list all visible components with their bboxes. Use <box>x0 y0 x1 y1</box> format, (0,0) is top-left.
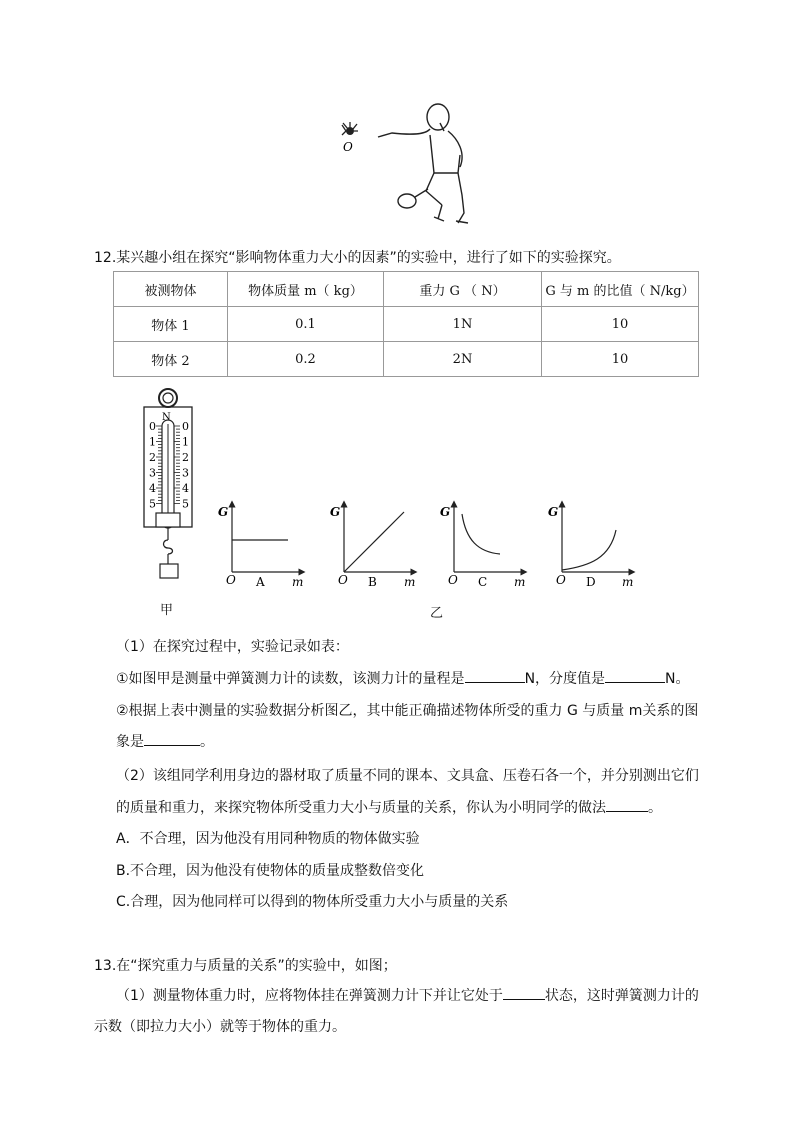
answer-blank[interactable] <box>605 668 665 683</box>
scale-unit-label: N <box>162 412 171 423</box>
graph-label: D <box>586 575 596 589</box>
axis-x-label: m <box>404 575 416 589</box>
table-cell: 物体 1 <box>114 307 228 342</box>
q12-part2-line2 <box>116 797 662 817</box>
axis-y-label: G <box>440 505 451 519</box>
badminton-player-figure <box>330 95 490 240</box>
figure-yi-label: 乙 <box>430 606 444 621</box>
graph-curve <box>562 530 616 570</box>
graph-c <box>440 504 525 589</box>
shuttle-origin-label: O <box>343 140 353 154</box>
origin-label: O <box>556 573 566 587</box>
table-header-row <box>114 272 699 307</box>
scale-tick-label: 3 <box>182 466 189 480</box>
q12-part1-q2-line2 <box>116 731 214 751</box>
axis-x-label: m <box>514 575 526 589</box>
q13-stem: 13.在“探究重力与质量的关系”的实验中，如图； <box>94 958 397 974</box>
option-b: B.不合理，因为他没有使物体的质量成整数倍变化 <box>116 863 425 879</box>
table-header-cell: G 与 m 的比值（ N/kg） <box>542 272 699 307</box>
table-header-cell: 物体质量 m（ kg） <box>228 272 384 307</box>
table-cell: 0.1 <box>228 307 384 342</box>
graph-label: C <box>478 575 488 589</box>
table-header-cell: 被测物体 <box>114 272 228 307</box>
graph-d <box>548 504 633 589</box>
table-cell: 物体 2 <box>114 342 228 377</box>
scale-tick-label: 0 <box>182 420 189 433</box>
table-header-cell: 重力 G （ N） <box>384 272 542 307</box>
table-row <box>114 307 699 342</box>
graphs-figure <box>210 500 640 592</box>
scale-tick-label: 2 <box>182 451 189 464</box>
q12-part1-q2-line1: ②根据上表中测量的实验数据分析图乙，其中能正确描述物体所受的重力 G 与质量 m关系的图 <box>116 703 699 719</box>
player-icon <box>378 104 468 223</box>
q12-part2-text: 。 <box>648 800 662 816</box>
origin-label: O <box>338 573 348 587</box>
graph-a <box>218 504 303 589</box>
answer-blank[interactable] <box>606 797 648 812</box>
answer-blank[interactable] <box>465 668 525 683</box>
table-row <box>114 342 699 377</box>
q12-part1-q1-text: N。 <box>665 671 690 687</box>
scale-tick-label: 4 <box>149 482 156 495</box>
scale-tick-label: 4 <box>182 482 189 495</box>
graph-curve <box>462 514 500 554</box>
q12-stem: 12.某兴趣小组在探究“影响物体重力大小的因素”的实验中，进行了如下的实验探究。 <box>94 250 621 266</box>
q13-part1-line2: 示数（即拉力大小）就等于物体的重力。 <box>94 1019 346 1035</box>
q12-part1-q1-text: ①如图甲是测量中弹簧测力计的读数，该测力计的量程是 <box>116 671 465 687</box>
scale-tick-label: 5 <box>182 497 189 511</box>
table-cell: 2N <box>384 342 542 377</box>
q12-part1-q1-text: N，分度值是 <box>524 671 606 687</box>
scale-tick-label: 1 <box>149 435 156 449</box>
graph-curve <box>344 512 404 572</box>
scale-ticks <box>149 420 189 511</box>
q13-part1-line1 <box>116 985 699 1005</box>
q12-part1-q2-text: 象是 <box>116 734 144 750</box>
experiment-table <box>113 271 699 377</box>
figure-jia-label: 甲 <box>160 603 174 618</box>
scale-tick-label: 5 <box>149 497 156 511</box>
q12-part2-line1: （2）该组同学利用身边的器材取了质量不同的课本、文具盒、压卷石各一个，并分别测出它们 <box>116 768 699 784</box>
axis-x-label: m <box>292 575 304 589</box>
graph-b <box>330 504 415 589</box>
answer-blank[interactable] <box>144 731 200 746</box>
table-cell: 10 <box>542 307 699 342</box>
scale-tick-label: 3 <box>149 466 156 480</box>
table-cell: 1N <box>384 307 542 342</box>
option-c: C.合理，因为他同样可以得到的物体所受重力大小与质量的关系 <box>116 894 509 910</box>
axis-y-label: G <box>218 505 229 519</box>
graph-label: A <box>256 575 265 589</box>
q12-part1-title: （1）在探究过程中，实验记录如表： <box>116 639 349 655</box>
origin-label: O <box>226 573 236 587</box>
scale-tick-label: 1 <box>182 435 189 449</box>
axis-y-label: G <box>330 505 341 519</box>
table-cell: 0.2 <box>228 342 384 377</box>
scale-tick-label: 0 <box>149 420 156 433</box>
shuttlecock-icon <box>342 122 358 135</box>
scale-tick-label: 2 <box>149 451 156 464</box>
option-a: A．不合理，因为他没有用同种物质的物体做实验 <box>116 831 420 847</box>
spring-scale-figure <box>138 388 198 588</box>
origin-label: O <box>448 573 458 587</box>
q13-part1-text: （1）测量物体重力时，应将物体挂在弹簧测力计下并让它处于 <box>116 988 503 1004</box>
axis-x-label: m <box>622 575 634 589</box>
q12-part1-q1 <box>116 668 690 688</box>
q12-part2-text: 的质量和重力，来探究物体所受重力大小与质量的关系，你认为小明同学的做法 <box>116 800 606 816</box>
table-cell: 10 <box>542 342 699 377</box>
q13-part1-text: 状态，这时弹簧测力计的 <box>544 988 699 1004</box>
axis-y-label: G <box>548 505 559 519</box>
graph-label: B <box>368 575 377 589</box>
q12-part1-q2-text: 。 <box>200 734 214 750</box>
answer-blank[interactable] <box>503 985 545 1000</box>
